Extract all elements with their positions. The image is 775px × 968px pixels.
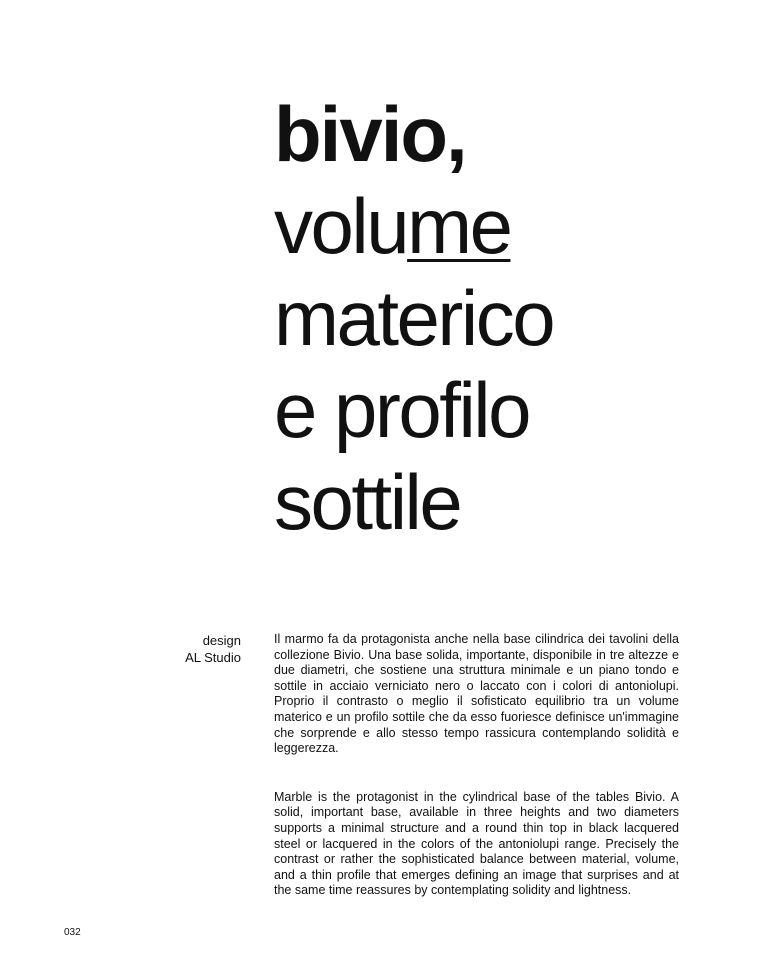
headline-volume-prefix: volu: [274, 182, 408, 270]
design-credit: [120, 632, 241, 666]
body-copy: [274, 632, 679, 932]
headline-line-materico: materico: [274, 274, 554, 362]
designer-name: AL Studio: [185, 650, 241, 665]
paragraph-italian: Il marmo fa da protagonista anche nella base cilindrica dei tavolini della collezione Bivio. Una base solida, importante, disponibile in tre altezze e due diametri, che sostiene una struttura minimale e un piano tondo e sottile in acciaio verniciato nero o laccato con i colori di antoniolupi. Proprio il contrasto o meglio il sofisticato equilibrio tra un volume materico e un profilo sottile che da esso fuoriesce definisce un'immagine che sorprende e allo stesso tempo rassicura contemplando solidità e leggerezza.: [274, 632, 679, 756]
headline-line-bivio: bivio,: [274, 90, 466, 178]
headline-line-volume: [274, 180, 754, 272]
headline-line-profilo: e profilo: [274, 366, 529, 454]
headline-line-sottile: sottile: [274, 458, 461, 546]
page-number: 032: [64, 927, 81, 938]
headline: [274, 88, 754, 548]
design-label: design: [202, 633, 241, 648]
headline-volume-underlined: me: [407, 182, 511, 270]
paragraph-english: Marble is the protagonist in the cylindrical base of the tables Bivio. A solid, important base, available in three heights and two diameters supports a minimal structure and a round thin top in black lacquered steel or lacquered in the colors of the antoniolupi range. Precisely the contrast or rather the sophisticated balance between material, volume, and a thin profile that emerges defining an image that surprises and at the same time reassures by contemplating solidity and lightness.: [274, 789, 679, 898]
